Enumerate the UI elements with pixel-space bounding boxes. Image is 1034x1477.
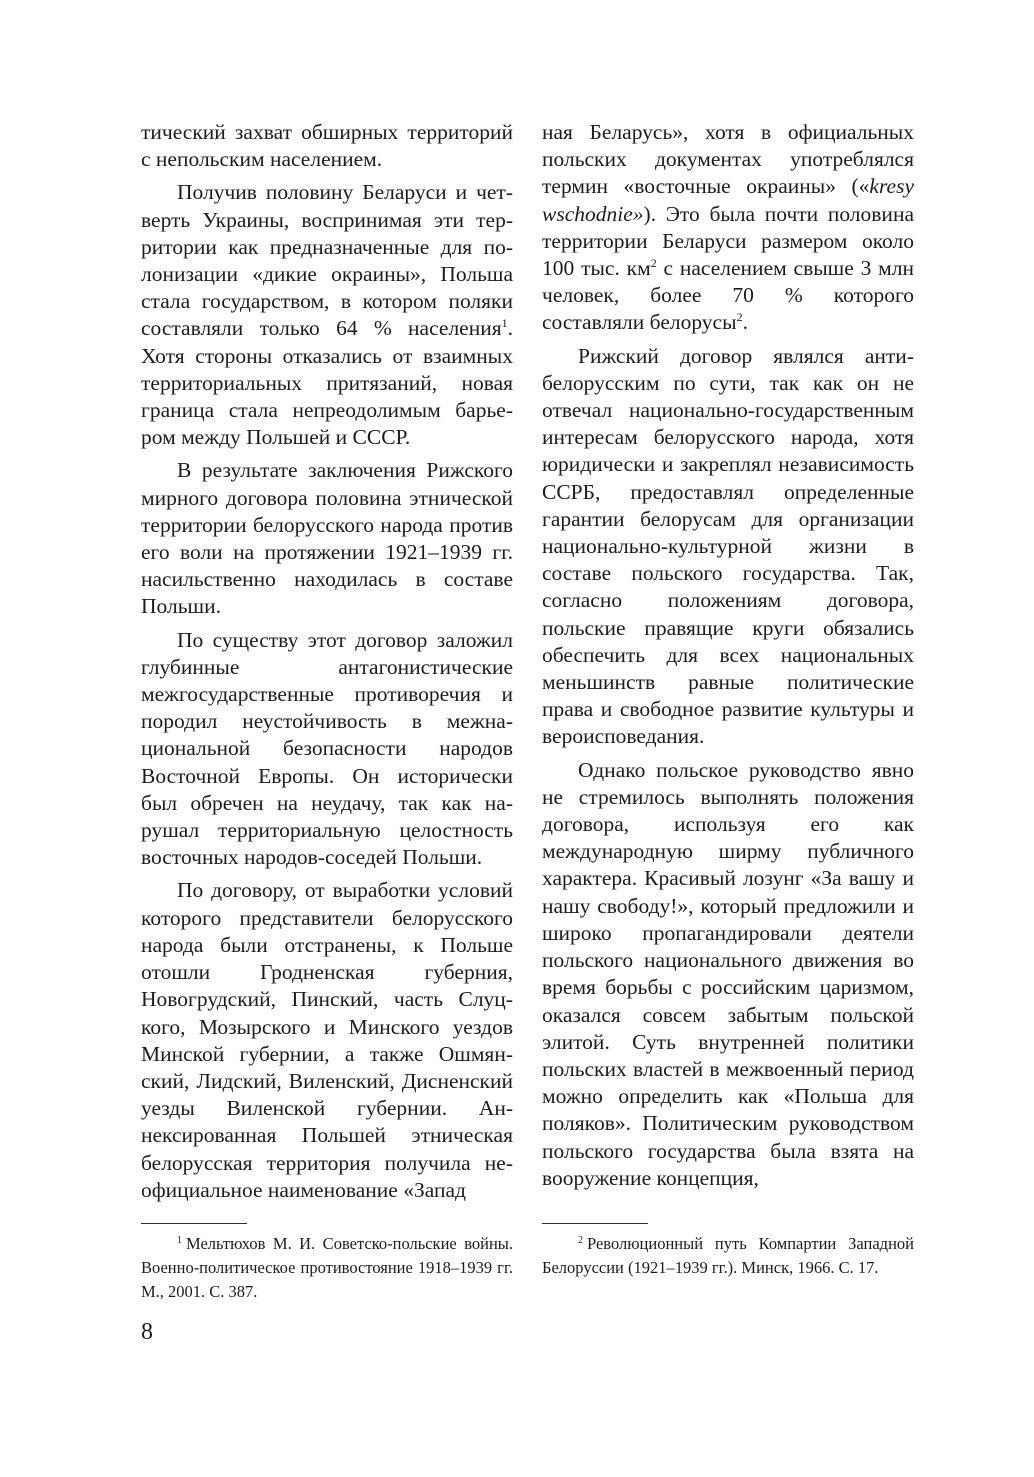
superscript-unit: 2 — [650, 255, 657, 270]
paragraph-text: ная Беларусь», хотя в официальных польских документах употреблялся термин «восточные окраины» (« — [542, 120, 914, 199]
footnote-reference: 2 — [736, 310, 743, 325]
paragraph-text: . Хотя стороны отказались от взаимных территориальных притязаний, новая граница стала непреодолимым барьером между Польшей и СССР. — [141, 316, 513, 450]
footnote-reference: 1 — [501, 316, 508, 331]
paragraph: По существу этот договор заложил глубинные антагонистические межгосударственные противоречия и породил неустойчивость в межнациональной безопасности народов Восточной Европы. Он исторически был обречен на неудачу, так как нарушал территориальную целостность восточных народов-соседей Польши. — [141, 627, 513, 870]
paragraph: тический захват обширных территорий с непольским населением. — [141, 120, 513, 172]
right-text-column — [542, 119, 914, 1198]
page-number: 8 — [141, 1319, 153, 1345]
paragraph-text: ). Это была почти половина территории Беларуси размером около 100 тыс. км — [542, 201, 914, 281]
footnote-text: Мельтюхов М. И. Советско-польские войны. Военно-политическое противостояние 1918–1939 гг. М., 2001. С. 387. — [141, 1234, 513, 1301]
footnote-2 — [542, 1232, 914, 1280]
left-text-column — [141, 119, 513, 1210]
paragraph: По договору, от выработки условий которого представители белорусского народа были отстранены, к Польше отошли Гродненская губерния, Новогрудский, Пинский, часть Слуцкого, Мозырского и Минского уездов Минской губернии, а также Ошмянский, Лидский, Виленский, Дисненский уезды Виленской губернии. Аннексированная Польшей этническая белорусская территория получила неофициальное наименование «Запад — [141, 878, 513, 1202]
paragraph: Рижский договор являлся антибелорусским по сути, так как он не отвечал национально-государственным интересам белорусского народа, хотя юридически и закреплял независимость ССРБ, предоставлял определенные гарантии белорусам для организации национально-культурной жизни в составе польского государства. Так, согласно положениям договора, польские правящие круги обязались обеспечить для всех национальных меньшинств равные политические права и свободное развитие культуры и вероисповедания. — [542, 343, 914, 749]
footnote-text: Революционный путь Компартии Западной Белоруссии (1921–1939 гг.). Минск, 1966. С. 17. — [542, 1234, 914, 1277]
paragraph — [542, 119, 914, 337]
italic-term: kresy wschodnie» — [542, 174, 914, 226]
paragraph-text: Получив половину Беларуси и четверть Украины, воспринимая эти территории как предназначенные для полонизации «дикие окраины», Польша стала государством, в котором поляки составляли только 64 % населения — [141, 180, 513, 341]
paragraph — [141, 179, 513, 451]
footnote-1 — [141, 1232, 513, 1304]
paragraph: Однако польское руководство явно не стремилось выполнять положения договора, используя его как международную ширму публичного характера. Красивый лозунг «За вашу и нашу свободу!», который предложили и широко пропагандировали деятели польского национального движения во время борьбы с российским царизмом, оказался совсем забытым польской элитой. Суть внутренней политики польских властей в межвоенный период можно определить как «Польша для поляков». Политическим руководством польского государства была взята на вооружение концепция, — [542, 757, 914, 1190]
footnote-divider — [141, 1223, 247, 1224]
footnote-mark: 1 — [177, 1234, 182, 1246]
footnote-mark: 2 — [578, 1234, 583, 1246]
paragraph: В результате заключения Рижского мирного договора половина этнической территории белорусского народа против его воли на протяжении 1921–1939 гг. насильственно находилась в составе Польши. — [141, 458, 513, 619]
paragraph-text: . — [742, 310, 748, 335]
footnote-divider — [542, 1223, 648, 1224]
paragraph-text: с населением свыше 3 млн человек, более 70 % которого составляли белорусы — [542, 256, 914, 335]
